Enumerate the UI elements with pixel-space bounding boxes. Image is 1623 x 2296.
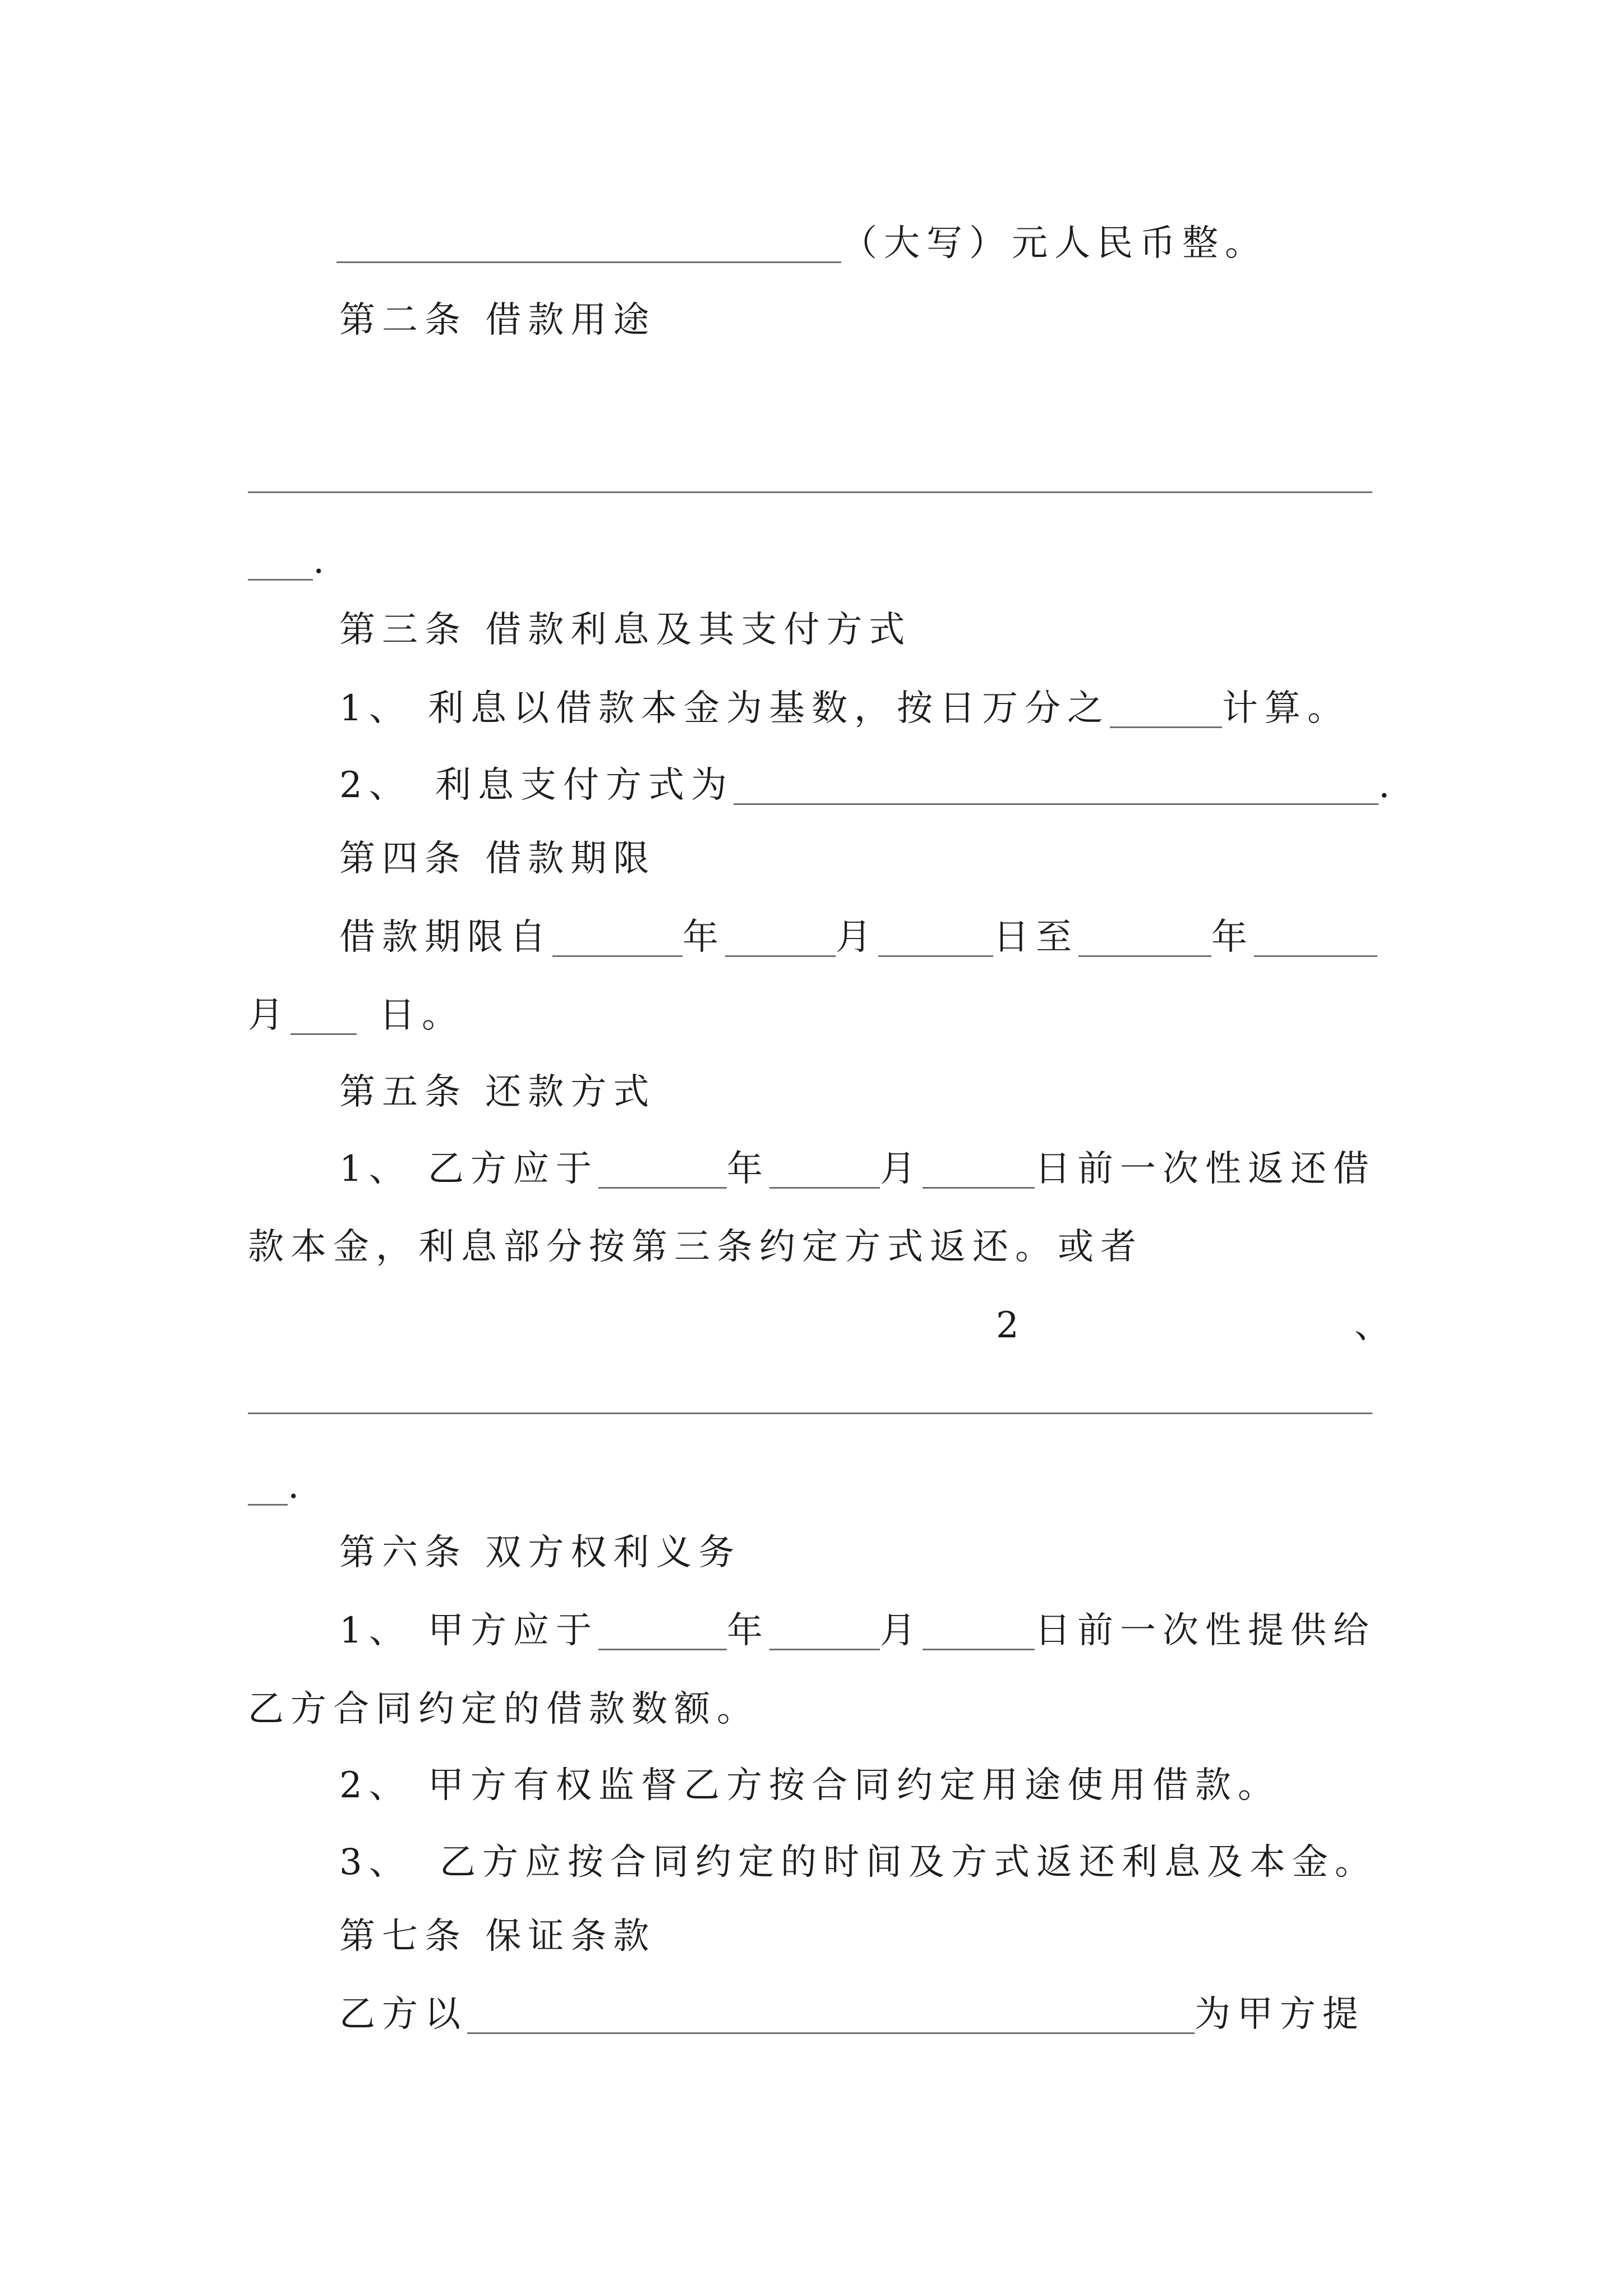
repay-month-blank — [769, 1141, 880, 1189]
article3-item1 — [339, 680, 1350, 737]
article2-purpose-blank-tail — [248, 533, 313, 581]
article6-item1 — [339, 1603, 1376, 1659]
provide-lead-text: 甲方应于 — [428, 1610, 598, 1651]
article5-heading: 第五条 还款方式 — [339, 1071, 656, 1113]
article2-purpose-blank-line — [248, 491, 1372, 493]
start-year-label: 年 — [683, 917, 725, 958]
article5-item2-blank-tail — [248, 1458, 288, 1506]
article5-item2 — [0, 1297, 1623, 1354]
article6-item2-number: 2、 — [339, 1765, 412, 1806]
start-month-label: 月 — [836, 917, 878, 958]
repay-year-label: 年 — [727, 1148, 769, 1190]
article3-item2-text-before: 利息支付方式为 — [435, 765, 734, 806]
start-month-blank — [725, 909, 836, 957]
amount-line — [336, 215, 1267, 272]
end-year-blank — [1078, 909, 1211, 957]
article6-item3 — [339, 1834, 1377, 1890]
article5-item1 — [339, 1141, 1376, 1197]
guarantee-blank — [467, 1986, 1195, 2034]
repay-tail-text: 日前一次性返还借 — [1035, 1148, 1376, 1190]
article6-heading: 第六条 双方权利义务 — [339, 1532, 741, 1573]
start-day-to-label: 日至 — [993, 917, 1078, 958]
start-day-blank — [878, 909, 993, 957]
article4-heading: 第四条 借款期限 — [339, 838, 656, 880]
article6-item1-continuation: 乙方合同约定的借款数额。 — [248, 1688, 759, 1730]
provide-day-blank — [923, 1603, 1035, 1650]
article7-heading: 第七条 保证条款 — [339, 1916, 656, 1957]
amount-unit-text: （大写）元人民币整。 — [841, 223, 1267, 264]
article6-item1-number: 1、 — [339, 1610, 412, 1651]
provide-year-label: 年 — [727, 1610, 769, 1651]
article5-item1-number: 1、 — [339, 1148, 412, 1190]
article6-item3-number: 3、 — [339, 1842, 412, 1883]
provide-tail-text: 日前一次性提供给 — [1035, 1610, 1376, 1651]
end-month-blank — [1254, 909, 1377, 957]
article3-item1-number: 1、 — [339, 688, 412, 729]
loan-period-line — [339, 909, 1377, 965]
article2-purpose-end — [248, 533, 331, 589]
article7-text-after: 为甲方提 — [1195, 1994, 1365, 2035]
article3-item1-text-before: 利息以借款本金为基数，按日万分之 — [428, 688, 1110, 729]
article6-item3-text: 乙方应按合同约定的时间及方式返还利息及本金。 — [440, 1842, 1377, 1883]
repay-year-blank — [598, 1141, 727, 1189]
article5-item1-continuation: 款本金，利息部分按第三条约定方式返还。或者 — [248, 1226, 1143, 1268]
article3-item1-text-after: 计算。 — [1222, 688, 1350, 729]
article5-item2-blank-line — [248, 1412, 1372, 1414]
article5-item2-end — [248, 1458, 306, 1514]
article5-item2-end-mark: . — [288, 1465, 306, 1507]
repay-lead-text: 乙方应于 — [428, 1148, 598, 1190]
provide-month-blank — [769, 1603, 880, 1650]
article6-item2-text: 甲方有权监督乙方按合同约定用途使用借款。 — [428, 1765, 1280, 1806]
end-day-blank — [291, 987, 357, 1035]
article5-item2-number: 2 — [996, 1305, 1026, 1346]
start-year-blank — [552, 909, 683, 957]
article3-heading: 第三条 借款利息及其支付方式 — [339, 609, 912, 651]
end-day-label: 日。 — [379, 995, 464, 1036]
article2-heading: 第二条 借款用途 — [339, 300, 656, 341]
article3-item2-number: 2、 — [339, 765, 412, 806]
article6-item2 — [339, 1757, 1280, 1814]
end-month-label: 月 — [248, 995, 291, 1036]
amount-blank — [336, 215, 841, 263]
loan-period-label: 借款期限自 — [339, 917, 552, 958]
article7-item — [339, 1986, 1365, 2042]
loan-period-line-2 — [248, 987, 464, 1043]
repay-day-blank — [923, 1141, 1035, 1189]
provide-year-blank — [598, 1603, 727, 1650]
interest-rate-blank — [1110, 680, 1222, 728]
repay-month-label: 月 — [880, 1148, 923, 1190]
end-year-label: 年 — [1211, 917, 1254, 958]
provide-month-label: 月 — [880, 1610, 923, 1651]
article5-item2-mark: 、 — [1354, 1305, 1397, 1346]
article3-item2-text-after: . — [1378, 765, 1397, 806]
article2-end-mark: . — [313, 540, 331, 582]
interest-payment-method-blank — [734, 757, 1378, 805]
article3-item2 — [339, 757, 1396, 813]
article7-text-before: 乙方以 — [339, 1994, 467, 2035]
